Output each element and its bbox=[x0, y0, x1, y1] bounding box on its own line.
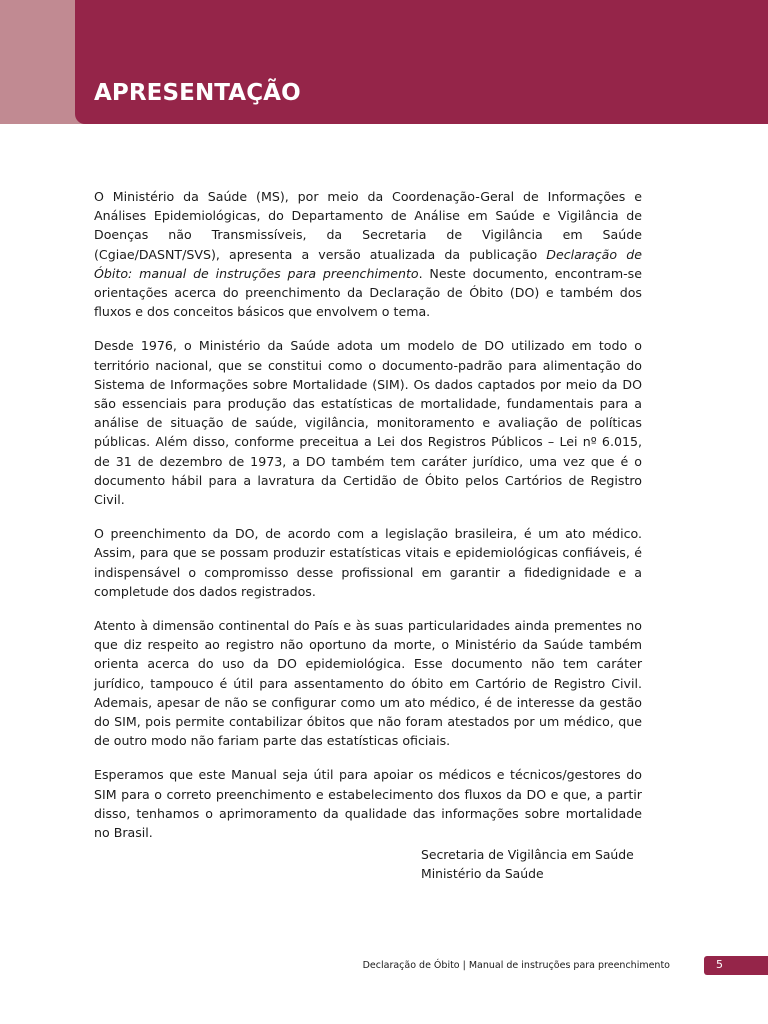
signature-secretariat: Secretaria de Vigilância em Saúde bbox=[421, 847, 634, 862]
paragraph-epidemiological-do: Atento à dimensão continental do País e às suas particularidades ainda prementes no que diz respeito ao registro não oportuno da morte, o Ministério da Saúde também orienta acerca do uso da DO epidemiológica. Esse documento não tem caráter jurídico, tampouco é útil para assentamento do óbito em Cartório de Registro Civil. Ademais, apesar de não se configurar como um ato médico, é de interesse da gestão do SIM, pois permite contabilizar óbitos que não foram atestados por um médico, que de outro modo não fariam parte das estatísticas oficiais. bbox=[94, 618, 642, 749]
signature-block bbox=[421, 845, 634, 883]
body-text bbox=[94, 187, 642, 857]
publication-title: Declaração de Óbito: manual de instruções para preenchimento bbox=[94, 246, 642, 281]
paragraph-intro-end: . Neste documento, encontram-se orientações acerca do preenchimento da Declaração de Óbito (DO) e também dos fluxos e dos conceitos básicos que envolvem o tema. bbox=[94, 265, 642, 320]
paragraph-intro-start: O Ministério da Saúde (MS), por meio da Coordenação-Geral de Informações e Análises Epidemiológicas, do Departamento de Análise em Saúde e Vigilância de Doenças não Transmissíveis, da Secretaria de Vigilância em Saúde (Cgiae/DASNT/SVS), apresenta a versão atualizada da publicação bbox=[94, 189, 642, 262]
header-banner bbox=[75, 0, 768, 124]
paragraph-intro bbox=[94, 187, 642, 321]
signature-ministry: Ministério da Saúde bbox=[421, 866, 544, 881]
paragraph-closing: Esperamos que este Manual seja útil para apoiar os médicos e técnicos/gestores do SIM para o correto preenchimento e estabelecimento dos fluxos da DO e que, a partir disso, tenhamos o aprimoramento da qualidade das informações sobre mortalidade no Brasil. bbox=[94, 767, 642, 841]
page-number-badge bbox=[704, 956, 768, 975]
page-number: 5 bbox=[716, 958, 723, 971]
page-title: APRESENTAÇÃO bbox=[94, 80, 301, 106]
paragraph-medical-act: O preenchimento da DO, de acordo com a legislação brasileira, é um ato médico. Assim, para que se possam produzir estatísticas vitais e epidemiológicas confiáveis, é indispensável o compromisso desse profissional em garantir a fidedignidade e a completude dos dados registrados. bbox=[94, 526, 642, 599]
footer-running-title: Declaração de Óbito | Manual de instruções para preenchimento bbox=[362, 960, 670, 971]
paragraph-history: Desde 1976, o Ministério da Saúde adota um modelo de DO utilizado em todo o território nacional, que se constitui como o documento-padrão para alimentação do Sistema de Informações sobre Mortalidade (SIM). Os dados captados por meio da DO são essenciais para produção das estatísticas de mortalidade, fundamentais para a análise de situação de saúde, vigilância, monitoramento e avaliação de políticas públicas. Além disso, conforme preceitua a Lei dos Registros Públicos – Lei nº 6.015, de 31 de dezembro de 1973, a DO também tem caráter jurídico, uma vez que é o documento hábil para a lavratura da Certidão de Óbito pelos Cartórios de Registro Civil. bbox=[94, 338, 642, 508]
